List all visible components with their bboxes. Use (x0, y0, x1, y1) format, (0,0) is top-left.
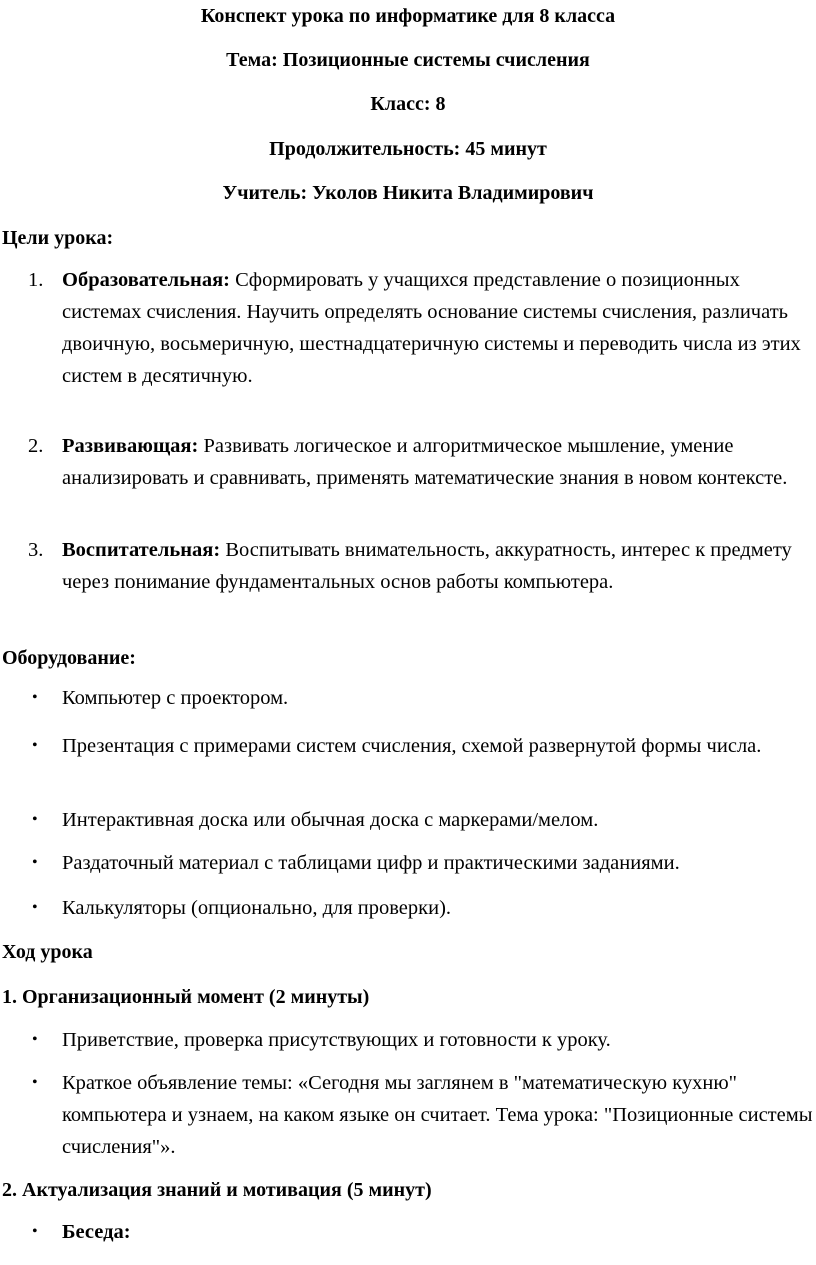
bullet-icon: • (32, 1223, 38, 1240)
list-item: • Беседа: (62, 1216, 814, 1248)
goal-item-upbringing (28, 534, 814, 598)
bullet-icon: • (32, 899, 38, 916)
goal-label: Развивающая: (62, 435, 199, 457)
goal-item-developing (28, 430, 814, 494)
bullet-icon: • (32, 854, 38, 871)
goal-text: Развивать логическое и алгоритмическое мышление, умение анализировать и сравнивать, применять математические знания в новом контексте. (62, 435, 788, 489)
lesson-progress-heading: Ход урока (2, 941, 93, 963)
lesson-duration: Продолжительность: 45 минут (269, 138, 547, 160)
list-item: • Компьютер с проектором. (62, 682, 814, 714)
bullet-icon: • (32, 737, 38, 754)
list-number: 1. (28, 269, 44, 291)
list-item: • Интерактивная доска или обычная доска с маркерами/мелом. (62, 804, 814, 836)
list-number: 2. (28, 435, 44, 457)
list-item: • Презентация с примерами систем счисления, схемой развернутой формы числа. (62, 730, 814, 762)
bullet-icon: • (32, 689, 38, 706)
list-number: 3. (28, 539, 44, 561)
goals-heading: Цели урока: (2, 227, 114, 249)
bullet-icon: • (32, 1031, 38, 1048)
goal-label: Образовательная: (62, 269, 230, 291)
bullet-icon: • (32, 1074, 38, 1091)
lesson-teacher: Учитель: Уколов Никита Владимирович (222, 182, 594, 204)
list-item: • Краткое объявление темы: «Сегодня мы заглянем в "математическую кухню" компьютера и узнаем, на каком языке он считает. Тема урока: "Позиционные системы счисления"». (62, 1067, 814, 1163)
list-item: • Калькуляторы (опционально, для проверки). (62, 892, 814, 924)
goal-text: Сформировать у учащихся представление о позиционных системах счисления. Научить определять основание системы счисления, различать двоичную, восьмеричную, шестнадцатеричную системы и переводить числа из этих систем в десятичную. (62, 269, 801, 387)
stage-2-heading: 2. Актуализация знаний и мотивация (5 минут) (2, 1179, 432, 1201)
list-item: • Раздаточный материал с таблицами цифр и практическими заданиями. (62, 847, 814, 879)
goal-text: Воспитывать внимательность, аккуратность, интерес к предмету через понимание фундаментальных основ работы компьютера. (62, 539, 792, 593)
goal-item-educational (28, 264, 814, 392)
lesson-topic: Тема: Позиционные системы счисления (226, 49, 590, 71)
list-item: • Приветствие, проверка присутствующих и готовности к уроку. (62, 1024, 814, 1056)
document-title: Конспект урока по информатике для 8 класса (200, 5, 616, 27)
bullet-icon: • (32, 811, 38, 828)
lesson-grade: Класс: 8 (370, 93, 446, 115)
equipment-heading: Оборудование: (2, 647, 136, 669)
stage-1-heading: 1. Организационный момент (2 минуты) (2, 986, 370, 1008)
goal-label: Воспитательная: (62, 539, 221, 561)
